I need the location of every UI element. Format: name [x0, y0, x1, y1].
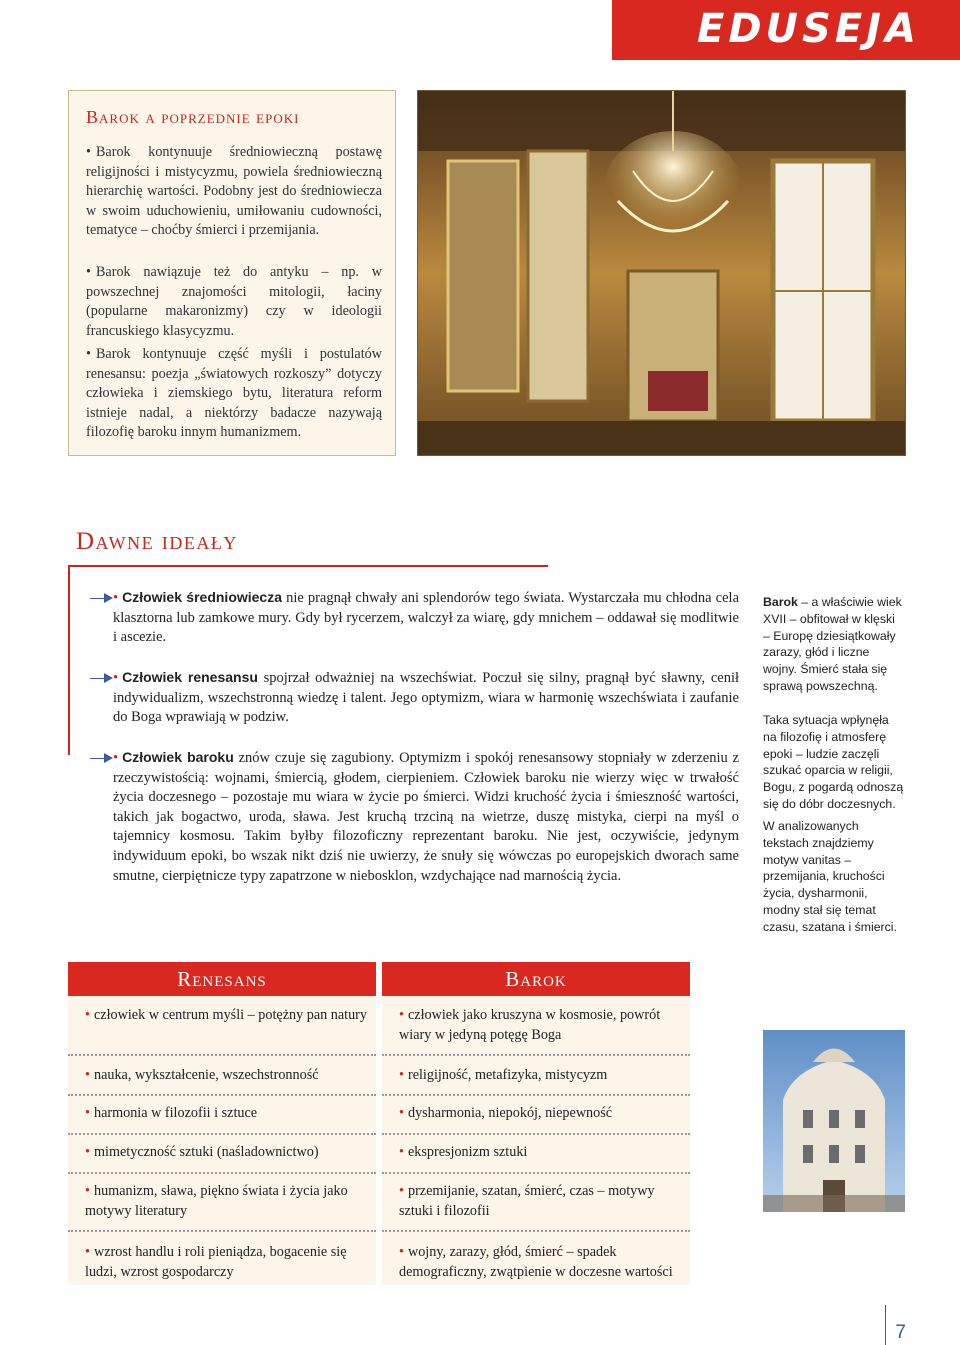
comparison-column-barok	[382, 962, 690, 1285]
section-title: Barok a poprzednie epoki	[86, 107, 300, 127]
row-divider	[382, 1094, 690, 1096]
column-header: Barok	[382, 962, 690, 996]
bullet-item: • Barok nawiązuje też do antyku – np. w powszechnej znajomości mitologii, łaciny (popularne makaronizmy) czy w ideologii francuskiego klasycyzmu.	[86, 263, 382, 341]
row-divider	[68, 1094, 376, 1096]
row-divider	[68, 1133, 376, 1135]
page-number-rule	[885, 1305, 886, 1345]
comparison-item: • wojny, zarazy, głód, śmierć – spadek demograficzny, zwątpienie w doczesne wartości	[399, 1244, 673, 1280]
side-note	[763, 712, 905, 813]
side-note-lead: Barok	[763, 595, 798, 609]
side-note-text: W analizowanych tekstach znajdziemy motyw vanitas – przemijania, kruchości życia, dysharmonii, modny stał się temat czasu, szatana i śmierci.	[763, 819, 897, 934]
paragraph-renesans	[113, 668, 739, 728]
paragraph-sredniowiecze	[113, 588, 739, 648]
divider	[68, 565, 548, 567]
comparison-item: • ekspresjonizm sztuki	[399, 1144, 528, 1160]
row-divider	[382, 1133, 690, 1135]
comparison-item: • człowiek jako kruszyna w kosmosie, powrót wiary w jedyną potęgę Boga	[399, 1007, 661, 1043]
arrow-right-icon	[104, 673, 113, 683]
side-note-text: Taka sytuacja wpłynęła na filozofię i atmosferę epoki – ludzie zaczęli szukać oparcia w religii, Bogu, z pogardą odnoszą się do dóbr doczesnych.	[763, 713, 904, 811]
paragraph-text: spojrzał odważniej na wszechświat. Poczuł się silny, pragnął być sławny, cenił indywidualizm, wszechstronną wiedzę i talent. Jego optymizm, wiara w harmonię wszechświata i zaufanie do Boga wprawiają w podziw.	[113, 670, 739, 726]
bullet-icon: •	[113, 750, 119, 766]
comparison-column-renesans	[68, 962, 376, 1285]
paragraph-lead: Człowiek średniowiecza	[122, 589, 283, 605]
row-divider	[382, 1230, 690, 1232]
arrow-right-icon	[104, 753, 113, 763]
divider	[68, 565, 70, 755]
comparison-item: • humanizm, sława, piękno świata i życia jako motywy literatury	[85, 1183, 348, 1219]
paragraph-lead: Człowiek renesansu	[122, 669, 258, 685]
comparison-item: • harmonia w filozofii i sztuce	[85, 1105, 258, 1121]
arrow-right-icon	[104, 593, 113, 603]
comparison-item: • wzrost handlu i roli pieniądza, bogacenie się ludzi, wzrost gospodarczy	[85, 1244, 347, 1280]
comparison-item: • człowiek w centrum myśli – potężny pan natury	[85, 1007, 368, 1023]
brand-banner	[612, 0, 960, 60]
bullet-icon: •	[113, 590, 119, 606]
section-barok-a-poprzednie-epoki	[68, 90, 396, 456]
baroque-building-photo	[763, 1030, 905, 1212]
comparison-item: • przemijanie, szatan, śmierć, czas – motywy sztuki i filozofii	[399, 1183, 655, 1219]
row-divider	[68, 1054, 376, 1056]
comparison-item: • nauka, wykształcenie, wszechstronność	[85, 1067, 319, 1083]
side-note	[763, 818, 905, 936]
comparison-item: • mimetyczność sztuki (naśladownictwo)	[85, 1144, 319, 1160]
row-divider	[382, 1054, 690, 1056]
paragraph-text: nie pragnął chwały ani splendorów tego świata. Wystarczała mu chłodna cela klasztorna lub zamkowe mury. Gdy był rycerzem, walczył za wiarę, gdy mnichem – oddawał się modlitwie i ascezie.	[113, 590, 740, 646]
side-note	[763, 594, 905, 695]
section-title-dawne-idealy: Dawne ideały	[76, 528, 238, 555]
row-divider	[382, 1172, 690, 1174]
comparison-item: • dysharmonia, niepokój, niepewność	[399, 1105, 613, 1121]
column-header: Renesans	[68, 962, 376, 996]
paragraph-text: znów czuje się zagubiony. Optymizm i spokój renesansowy stopniały w zderzeniu z rzeczywistością: wojnami, śmiercią, głodem, cierpieniem. Człowiek baroku nie wierzy więc w trwałość życia doczesnego – pozostaje mu wiara w życie po śmierci. Widzi kruchość życia i śmieszność wartości, takich jak bogactwo, uroda, sława. Jest kruchą trzciną na wietrze, duszę mistyka, cierpi na myśl o tajemnicy kosmosu. Takim byłby filozoficzny reprezentant baroku. Nie jest, oczywiście, jedynym indywiduum epoki, bo wszak nikt dziś nie uwierzy, że snuły się wówczas po europejskich dworach same smutne, cierpiętnicze typy zapatrzone w niebosklon, wzdychające nad marnością życia.	[113, 750, 739, 884]
brand-logo: EDUSEJA	[697, 6, 920, 52]
paragraph-barok	[113, 748, 739, 886]
page-number: 7	[895, 1322, 906, 1343]
bullet-icon: •	[113, 670, 119, 686]
baroque-interior-photo	[417, 90, 906, 456]
bullet-item: • Barok kontynuuje średniowieczną postawę religijności i mistycyzmu, powiela średniowieczną hierarchię wartości. Podobny jest do średniowiecza w swoim uduchowieniu, umiłowaniu cudowności, tematyce – choćby śmierci i przemijania.	[86, 143, 382, 241]
comparison-item: • religijność, metafizyka, mistycyzm	[399, 1067, 608, 1083]
side-note-text: – a właściwie wiek XVII – obfitował w klęski – Europę dziesiątkowały zarazy, głód i liczne wojny. Śmierć stała się sprawą powszechną.	[763, 595, 902, 693]
bullet-item: • Barok kontynuuje część myśli i postulatów renesansu: poezja „światowych rozkoszy” dotyczy człowieka i ziemskiego bytu, literatura reform istnieje nadal, a niektórzy badacze nazywają filozofię baroku innym humanizmem.	[86, 345, 382, 443]
row-divider	[68, 1230, 376, 1232]
row-divider	[68, 1172, 376, 1174]
paragraph-lead: Człowiek baroku	[122, 749, 234, 765]
